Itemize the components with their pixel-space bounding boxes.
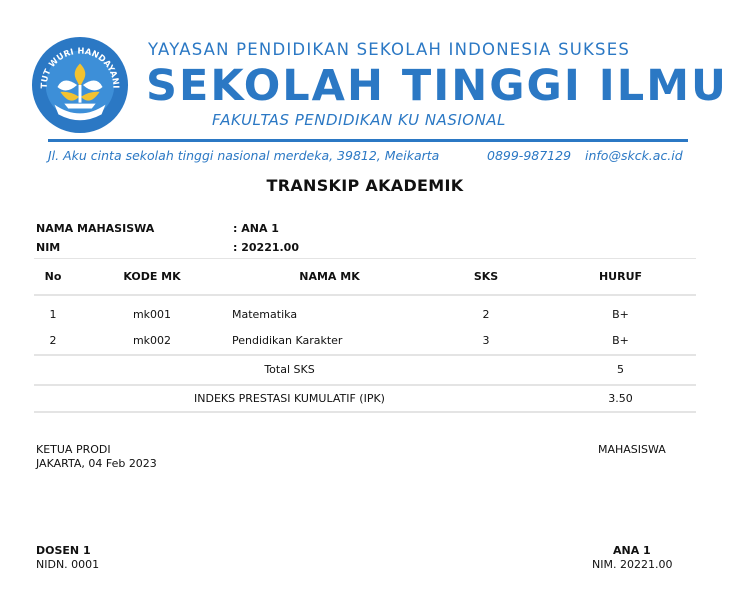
- head-of-program-role: KETUA PRODI: [36, 443, 111, 456]
- row-no: 1: [49, 308, 57, 321]
- header-no: No: [34, 259, 72, 295]
- faculty-name: FAKULTAS PENDIDIKAN KU NASIONAL: [212, 111, 506, 129]
- row-course-name: Matematika: [232, 308, 298, 321]
- total-credits-value: 5: [545, 355, 696, 385]
- student-signature-id: NIM. 20221.00: [592, 558, 673, 571]
- table-row: [34, 328, 696, 355]
- row-grade: B+: [612, 308, 629, 321]
- gpa-value: 3.50: [545, 385, 696, 412]
- tut-wuri-handayani-logo-icon: [31, 36, 129, 134]
- document-title: TRANSKIP AKADEMIK: [266, 176, 464, 195]
- letterhead-divider: [48, 139, 688, 142]
- student-nim-label: NIM: [36, 241, 61, 254]
- lecturer-id: NIDN. 0001: [36, 558, 100, 571]
- row-course-code: mk001: [132, 308, 172, 321]
- address: Jl. Aku cinta sekolah tinggi nasional merdeka, 39812, Meikarta: [48, 148, 440, 163]
- gpa-row: [34, 385, 696, 412]
- row-credits: 3: [482, 334, 490, 347]
- phone-number: 0899-987129: [487, 148, 572, 163]
- table-header-row: [34, 259, 696, 295]
- header-course-name: NAMA MK: [232, 259, 427, 295]
- student-name-label: NAMA MAHASISWA: [36, 222, 155, 235]
- row-course-name: Pendidikan Karakter: [232, 334, 343, 347]
- gpa-label: INDEKS PRESTASI KUMULATIF (IPK): [34, 385, 545, 412]
- row-course-code: mk002: [132, 334, 172, 347]
- total-credits-label: Total SKS: [34, 355, 545, 385]
- row-credits: 2: [482, 308, 490, 321]
- header-course-code: KODE MK: [72, 259, 232, 295]
- letterhead: [0, 0, 750, 170]
- total-credits-row: [34, 355, 696, 385]
- transcript-table: [34, 258, 696, 413]
- student-role: MAHASISWA: [598, 443, 666, 456]
- foundation-name: YAYASAN PENDIDIKAN SEKOLAH INDONESIA SUKSES: [148, 40, 631, 59]
- row-grade: B+: [612, 334, 629, 347]
- header-credits: SKS: [427, 259, 545, 295]
- lecturer-name: DOSEN 1: [36, 544, 91, 557]
- table-row: [34, 295, 696, 328]
- header-grade: HURUF: [545, 259, 696, 295]
- row-no: 2: [49, 334, 57, 347]
- school-name: SEKOLAH TINGGI ILMU: [146, 61, 728, 111]
- email-address: info@skck.ac.id: [585, 148, 683, 163]
- student-nim-value: : 20221.00: [233, 241, 299, 254]
- place-date: JAKARTA, 04 Feb 2023: [36, 457, 157, 470]
- student-name-value: : ANA 1: [233, 222, 279, 235]
- student-signature-name: ANA 1: [613, 544, 651, 557]
- svg-text:TUT WURI HANDAYANI: TUT WURI HANDAYANI: [38, 45, 122, 89]
